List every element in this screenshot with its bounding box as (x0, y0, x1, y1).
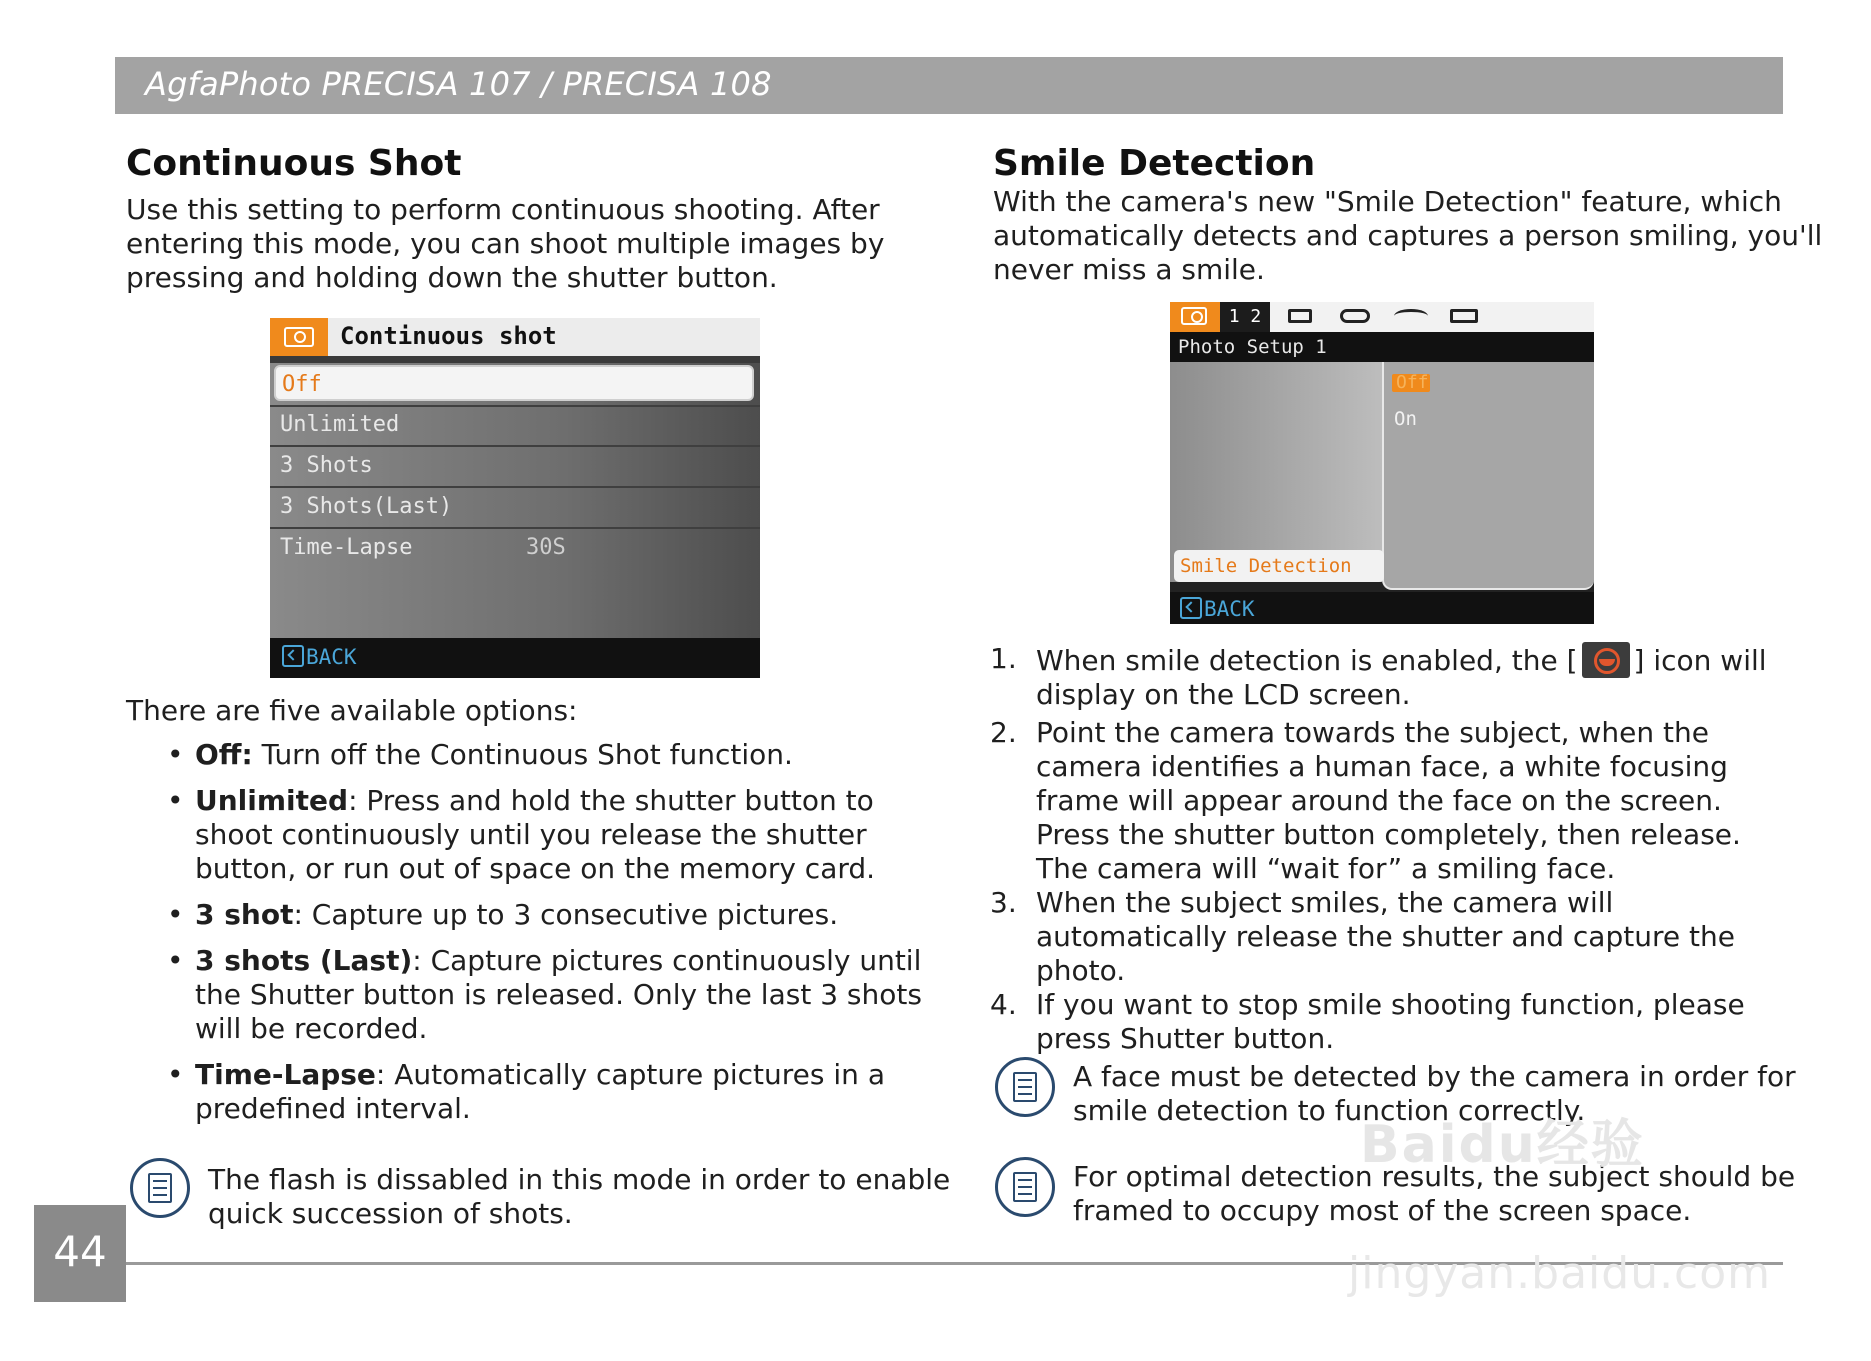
option-off[interactable]: Off (1396, 372, 1429, 393)
option-list (270, 363, 760, 643)
note-icon (995, 1157, 1055, 1217)
screen-footer (270, 638, 760, 678)
camera-tab (270, 318, 328, 356)
menu-tabs (1170, 302, 1594, 332)
note-icon (995, 1057, 1055, 1117)
intro-line: entering this mode, you can shoot multiple images by (126, 227, 885, 260)
list-item: • 3 shot: Capture up to 3 consecutive pictures. (165, 898, 925, 932)
header-bar (115, 57, 1783, 114)
note-line: The flash is dissabled in this mode in order to enable (208, 1163, 951, 1196)
back-button[interactable] (282, 645, 357, 669)
intro-line: With the camera's new "Smile Detection" feature, which (993, 185, 1782, 218)
camera-icon (284, 327, 314, 347)
option-time-lapse[interactable] (274, 530, 754, 566)
time-lapse-value: 30S (526, 535, 566, 560)
list-item: 3. When the subject smiles, the camera will automatically release the shutter and capture the photo. (990, 886, 1735, 987)
watermark-url: jingyan.baidu.com (1348, 1248, 1772, 1299)
back-label: BACK (306, 645, 357, 669)
list-item: • Unlimited: Press and hold the shutter button to shoot continuously until you release the shutter button, or run out of space on the memory card. (165, 784, 925, 886)
divider (270, 527, 760, 529)
divider (270, 445, 760, 447)
note-line: For optimal detection results, the subject should be (1073, 1160, 1796, 1193)
camera-icon (1181, 307, 1207, 325)
list-item: 2. Point the camera towards the subject, when the camera identifies a human face, a white focusing frame will appear around the face on the screen. Press the shutter button completely, then release. The camera will “wait for” a smiling face. (990, 716, 1741, 885)
submenu-pane (1382, 362, 1594, 590)
continuous-shot-heading: Continuous Shot (126, 143, 462, 184)
page-number-box (34, 1205, 126, 1302)
option-on[interactable]: On (1394, 408, 1417, 430)
note-line: smile detection to function correctly. (1073, 1094, 1586, 1127)
smile-detection-intro (993, 185, 1822, 287)
list-item: • Off: Turn off the Continuous Shot function. (165, 738, 925, 772)
playback-icon (1340, 309, 1370, 323)
steps-list (990, 642, 1790, 1056)
option-off[interactable]: Off (274, 365, 754, 401)
continuous-shot-intro (126, 193, 884, 295)
option-3-shots[interactable]: 3 Shots (280, 453, 373, 478)
menu-item-smile-detection[interactable]: Smile Detection (1174, 550, 1384, 582)
intro-line: Use this setting to perform continuous shooting. After (126, 193, 880, 226)
options-intro: There are five available options: (126, 694, 578, 727)
menu-left-pane (1170, 362, 1382, 582)
page-tabs[interactable]: 1 2 (1220, 302, 1270, 332)
back-label: BACK (1204, 597, 1255, 621)
wave-icon (1394, 309, 1428, 323)
list-item: 1. When smile detection is enabled, the [ ] icon will display on the LCD screen. (990, 642, 1767, 711)
page-number: 44 (53, 1227, 107, 1276)
document-title: AgfaPhoto PRECISA 107 / PRECISA 108 (145, 65, 772, 103)
option-3-shots-last[interactable]: 3 Shots(Last) (280, 494, 453, 519)
option-unlimited[interactable]: Unlimited (280, 412, 400, 437)
list-item: 4. If you want to stop smile shooting function, please press Shutter button. (990, 988, 1745, 1055)
list-item: • 3 shots (Last): Capture pictures continuously until the Shutter button is released. Only the last 3 shots will be recorded. (165, 944, 925, 1046)
option-time-lapse-label: Time-Lapse (280, 535, 413, 560)
options-list (165, 738, 925, 1138)
note-line: A face must be detected by the camera in order for (1073, 1060, 1796, 1093)
screen-title: Continuous shot (340, 322, 557, 350)
note-line: framed to occupy most of the screen space. (1073, 1194, 1692, 1227)
back-arrow-icon (1180, 597, 1202, 619)
movie-icon (1288, 309, 1312, 323)
note-line: quick succession of shots. (208, 1197, 573, 1230)
intro-line: automatically detects and captures a person smiling, you'll (993, 219, 1823, 252)
intro-line: never miss a smile. (993, 253, 1265, 286)
screen-footer (1170, 592, 1594, 624)
back-arrow-icon (282, 645, 304, 667)
smile-detection-screen (1170, 302, 1594, 624)
flash-note (208, 1163, 950, 1231)
camera-tab[interactable] (1170, 302, 1220, 332)
intro-line: pressing and holding down the shutter button. (126, 261, 778, 294)
smile-detection-icon (1582, 642, 1630, 678)
screen-header (270, 318, 760, 356)
divider (270, 486, 760, 488)
note-icon (130, 1158, 190, 1218)
watermark-logo: Baidu经验 (1360, 1115, 1645, 1175)
list-item: • Time-Lapse: Automatically capture pictures in a predefined interval. (165, 1058, 925, 1126)
back-button[interactable] (1180, 597, 1255, 621)
menu-subtitle: Photo Setup 1 (1170, 332, 1594, 362)
continuous-shot-screen (270, 318, 760, 678)
smile-detection-heading: Smile Detection (993, 143, 1316, 184)
setup-icon (1450, 309, 1478, 323)
